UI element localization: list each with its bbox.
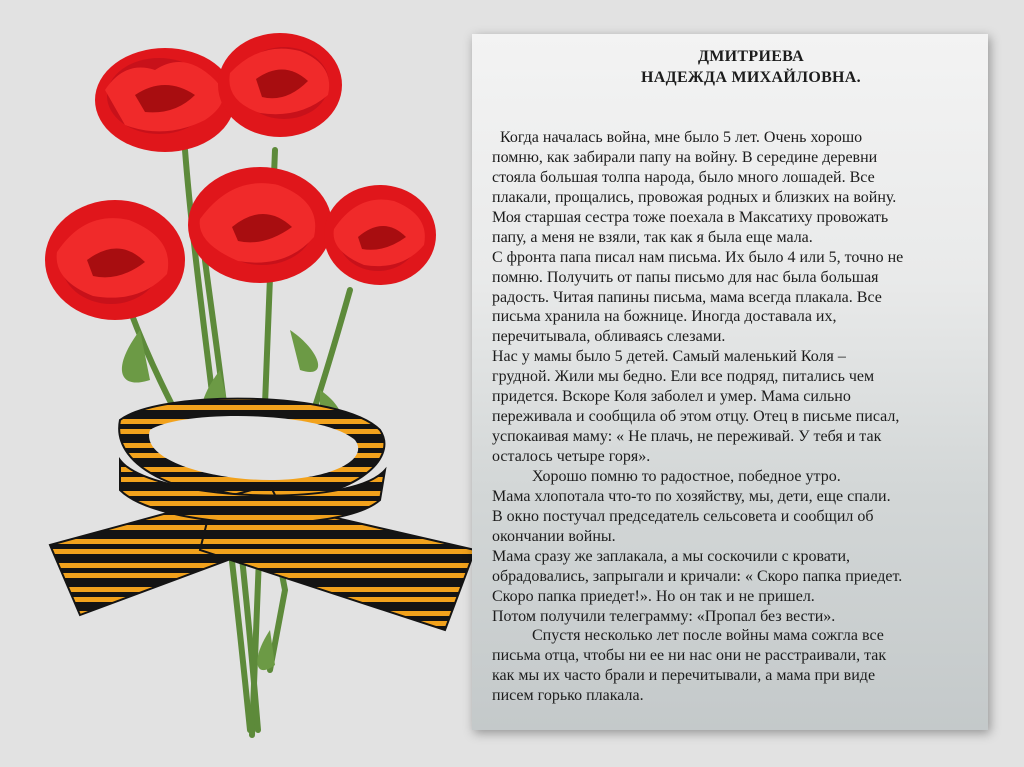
text-line: Хорошо помню то радостное, победное утро.: [492, 467, 841, 485]
text-line: писем горько плакала.: [492, 687, 644, 705]
text-line: переживала и сообщила об этом отцу. Отец в письме писал,: [492, 408, 900, 426]
text-line: радость. Читая папины письма, мама всегда плакала. Все: [492, 288, 882, 306]
memoir-document: [472, 34, 988, 730]
document-body: [492, 128, 970, 706]
text-line: С фронта папа писал нам письма. Их было 4 или 5, точно не: [492, 248, 904, 266]
carnation-icon: [45, 33, 436, 320]
text-line: обрадовались, запрыгали и кричали: « Скоро папка приедет.: [492, 567, 903, 585]
text-line: письма хранила на божнице. Иногда доставала их,: [492, 308, 837, 326]
text-line: помню, как забирали папу на войну. В середине деревни: [492, 148, 878, 166]
text-line: придется. Вскоре Коля заболел и умер. Мама сильно: [492, 388, 851, 406]
text-line: Скоро папка приедет!». Но он так и не пришел.: [492, 587, 815, 605]
text-line: грудной. Жили мы бедно. Ели все подряд, питались чем: [492, 368, 875, 386]
author-name: НАДЕЖДА МИХАЙЛОВНА.: [641, 69, 861, 86]
text-line: Мама хлопотала что-то по хозяйству, мы, дети, еще спали.: [492, 487, 891, 505]
st-george-ribbon-icon: [50, 399, 475, 630]
document-header: [532, 34, 970, 88]
text-line: помню. Получить от папы письмо для нас была большая: [492, 268, 879, 286]
text-line: Когда началась война, мне было 5 лет. Очень хорошо: [492, 129, 863, 146]
text-line: плакали, прощались, провожая родных и близких на войну.: [492, 188, 897, 206]
text-line: перечитывала, обливаясь слезами.: [492, 328, 726, 346]
text-line: Мама сразу же заплакала, а мы соскочили с кровати,: [492, 547, 851, 565]
text-line: Моя старшая сестра тоже поехала в Максатиху провожать: [492, 208, 889, 226]
author-surname: ДМИТРИЕВА: [697, 48, 805, 65]
text-line: письма отца, чтобы ни ее ни нас они не расстраивали, так: [492, 647, 887, 665]
text-line: осталось четыре горя».: [492, 448, 651, 465]
text-line: папу, а меня не взяли, так как я была еще мала.: [492, 228, 813, 246]
text-line: Нас у мамы было 5 детей. Самый маленький Коля –: [492, 348, 846, 366]
text-line: стояла большая толпа народа, было много лошадей. Все: [492, 168, 875, 186]
carnation-bouquet-illustration: [20, 30, 490, 750]
text-line: Спустя несколько лет после войны мама сожгла все: [492, 627, 884, 645]
text-line: успокаивая маму: « Не плачь, не переживай. У тебя и так: [492, 428, 882, 446]
text-line: как мы их часто брали и перечитывали, а мама при виде: [492, 667, 876, 685]
text-line: окончании войны.: [492, 527, 616, 545]
text-line: Потом получили телеграмму: «Пропал без вести».: [492, 607, 836, 625]
text-line: В окно постучал председатель сельсовета и сообщил об: [492, 507, 874, 525]
